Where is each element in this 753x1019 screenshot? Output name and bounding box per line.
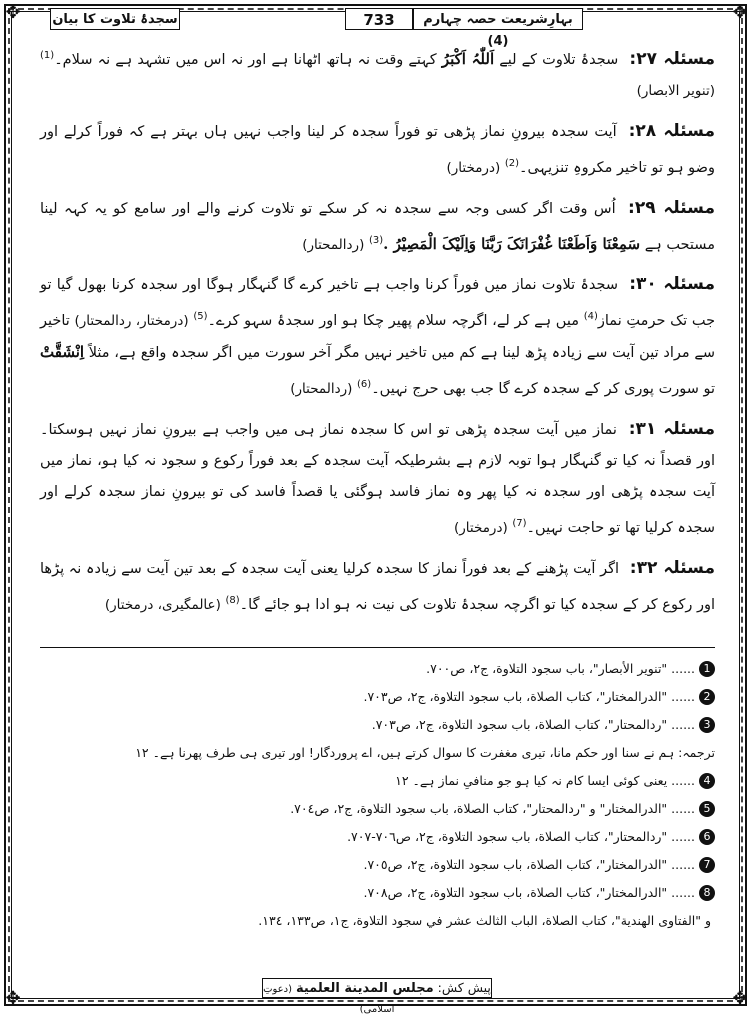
masala-31: [40, 414, 715, 544]
masala-text: نماز میں آیت سجدہ پڑھی تو اس کا سجدہ نماز ہی میں واجب ہے بیرونِ نماز نہیں ہوسکتا۔ اور قصداً نہ کیا تو گنہگار ہوا توبہ لازم ہے بشرطیکہ آیت سجدہ کے بعد فوراً رکوع و سجود نہ کیا ہو، نماز میں آیت سجدہ پڑھی اور سجدہ نہ کیا پھر وہ نماز فاسد ہوگئی یا قصداً فاسد کی تو بیرونِ نماز سجدہ کرلے اور سجدہ کرلیا تھا تو حاجت نہیں۔: [40, 422, 715, 536]
page-footer: [0, 978, 753, 1015]
book-title: بہارِشریعت حصہ چہارم (4): [413, 8, 583, 30]
masala-label: مسئلہ ۳۲:: [629, 557, 716, 578]
footnote-text: ...... "الدرالمختار"، كتاب الصلاة، باب سجود التلاوة، ج٢، ص٧٠٨.: [363, 885, 695, 900]
footnote-text: ...... "الدرالمختار"، كتاب الصلاة، باب سجود التلاوة، ج٢، ص٧٠٥.: [363, 857, 695, 872]
reference: (ردالمحتار): [290, 381, 353, 398]
footnote-number: 6: [699, 829, 715, 845]
footnote-item: [40, 655, 715, 683]
footnote-marker[interactable]: (8): [225, 594, 240, 606]
footnote-marker[interactable]: (7): [512, 518, 527, 530]
footnote-divider: [40, 647, 715, 648]
masala-text: میں ہے کر لے، اگرچہ سلام پھیر چکا ہو اور سجدۂ سہو کرے۔: [207, 313, 579, 330]
footnotes-section: [40, 655, 715, 935]
footnote-marker[interactable]: (5): [193, 311, 208, 323]
reference: (تنویر الابصار): [636, 82, 715, 99]
arabic-text: اَللّٰہُ اَکْبَرُ: [441, 49, 495, 68]
footnote-translation: [40, 739, 715, 767]
footnote-marker[interactable]: (4): [583, 311, 598, 323]
footnote-text: ...... "ردالمحتار"، كتاب الصلاة، باب سجود التلاوة، ج٢، ص٧٠٣.: [371, 717, 695, 732]
corner-ornament-icon: ✥: [732, 988, 748, 1009]
footnote-marker[interactable]: (2): [504, 157, 520, 169]
masala-text: تاخیر سے مراد تین آیت سے زیادہ پڑھ لینا ہے کم میں تاخیر نہیں مگر آخر سورت میں اگر سجدہ واقع ہے، مثلاً: [40, 313, 715, 362]
reference: (درمختار): [454, 519, 508, 536]
masala-label: مسئلہ ۲۹:: [628, 197, 715, 218]
footnote-text: ...... یعنی کوئی ایسا کام نہ کیا ہو جو منافیِ نماز ہے۔ ۱۲: [395, 773, 695, 788]
footnote-marker[interactable]: (1): [40, 50, 55, 61]
masala-text: اُس وقت اگر کسی وجہ سے سجدہ نہ کر سکے تو تلاوت کرنے والے اور سامع کو یہ کہہ لینا مستحب ہے: [40, 200, 715, 253]
arabic-text: سَمِعْنَا وَاَطَعْنَا غُفْرَانَکَ رَبَّنَا وَاِلَیْکَ الْمَصِیْرُ .: [383, 234, 641, 253]
footnote-text: ترجمہ: ہم نے سنا اور حکم مانا، تیری مغفرت کا سوال کرتے ہیں، اے پروردگار! اور تیری ہی طرف پھرنا ہے۔ ۱۲: [135, 745, 715, 760]
masala-28: [40, 116, 715, 184]
masala-text: سجدۂ تلاوت کے لیے: [499, 51, 619, 68]
masala-text: سجدۂ تلاوت نماز میں فوراً کرنا واجب ہے تاخیر کرے گا گنہگار ہوگا اور سجدہ کرنا بھول گیا تو جب تک حرمتِ نماز: [40, 277, 716, 330]
corner-ornament-icon: ✥: [5, 988, 21, 1009]
reference: (عالمگیری، درمختار): [104, 596, 221, 613]
footnote-number: 8: [699, 885, 715, 901]
masala-29: [40, 193, 715, 261]
corner-ornament-icon: ✥: [5, 2, 21, 23]
page-number: 733: [345, 8, 413, 30]
footnote-marker[interactable]: (3): [368, 234, 384, 246]
footer-prefix: پیش کش:: [437, 980, 491, 995]
section-title: سجدۂ تلاوت کا بیان: [50, 8, 180, 30]
reference: (ردالمحتار): [302, 236, 365, 253]
masala-27: [40, 40, 715, 107]
publisher-box: [262, 978, 492, 1015]
footnote-text: ...... "ردالمحتار"، كتاب الصلاة، باب سجود التلاوة، ج٢، ص٧٠٦-٧٠٧.: [347, 829, 695, 844]
footnote-item: [40, 823, 715, 851]
masala-30: [40, 269, 715, 405]
corner-ornament-icon: ✥: [732, 2, 748, 23]
masala-label: مسئلہ ۳۱:: [628, 419, 715, 440]
footnote-number: 7: [699, 857, 715, 873]
masala-label: مسئلہ ۲۷:: [629, 48, 716, 69]
main-content: [40, 40, 715, 630]
masala-text: کہتے وقت نہ ہاتھ اٹھانا ہے اور نہ اس میں تشہد ہے نہ سلام۔: [54, 51, 437, 68]
masala-text: آیت سجدہ بیرونِ نماز پڑھی تو فوراً سجدہ کر لینا واجب نہیں ہاں بہتر ہے کہ فوراً کرلے اور وضو ہو تو تاخیر مکروہِ تنزیہی۔: [40, 123, 715, 176]
publisher-subtitle: (دعوتِ اسلامی): [263, 984, 395, 1015]
footnote-number: 1: [699, 661, 715, 677]
footnote-continuation: [40, 907, 715, 935]
footnote-item: [40, 683, 715, 711]
footnote-text: ...... "تنوير الأبصار"، باب سجود التلاوة، ج٢، ص٧٠٠.: [426, 661, 695, 676]
page-header: [20, 8, 733, 49]
footnote-item: [40, 767, 715, 795]
footnote-text: ...... "الدرالمختار" و "ردالمحتار"، كتاب الصلاة، باب سجود التلاوة، ج٢، ص٧٠٤.: [290, 801, 695, 816]
footnote-item: [40, 711, 715, 739]
footnote-number: 2: [699, 689, 715, 705]
footnote-number: 3: [699, 717, 715, 733]
footnote-item: [40, 879, 715, 907]
arabic-text: اِنْشَقَّتْ: [40, 343, 85, 362]
footnote-marker[interactable]: (6): [357, 379, 372, 391]
footnote-item: [40, 795, 715, 823]
reference: (درمختار): [446, 159, 501, 176]
masala-label: مسئلہ ۳۰:: [629, 274, 715, 295]
reference: (درمختار، ردالمحتار): [74, 313, 189, 330]
footnote-item: [40, 851, 715, 879]
masala-text: تو سورت پوری کر کے سجدہ کرے گا جب بھی حرج نہیں۔: [371, 381, 715, 398]
masala-label: مسئلہ ۲۸:: [628, 120, 716, 141]
masala-32: [40, 553, 715, 621]
footnote-number: 5: [699, 801, 715, 817]
footnote-text: و "الفتاوى الهندية"، كتاب الصلاة، الباب الثالث عشر في سجود التلاوة، ج١، ص١٣٣، ١٣٤.: [258, 913, 711, 928]
footnote-text: ...... "الدرالمختار"، كتاب الصلاة، باب سجود التلاوة، ج٢، ص٧٠٣.: [363, 689, 695, 704]
footnote-number: 4: [699, 773, 715, 789]
masala-text: اگر آیت پڑھنے کے بعد فوراً نماز کا سجدہ کرلیا یعنی آیت سجدہ کے بعد تین آیت سے زیادہ نہ پڑھا اور رکوع کر کے سجدہ کیا تو اگرچہ سجدۂ تلاوت کی نیت نہ ہو ادا ہو جائے گا۔: [40, 560, 715, 613]
publisher-name: مجلس المدينة العلمية: [295, 981, 434, 996]
